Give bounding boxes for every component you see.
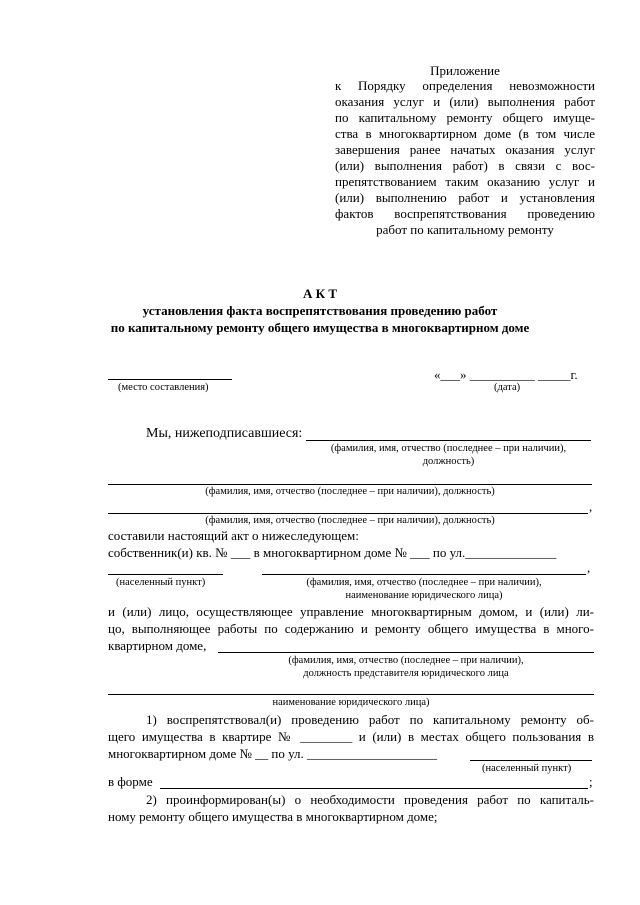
form-semicolon: ; <box>589 774 593 789</box>
place-underline <box>108 379 232 380</box>
form-line <box>160 788 588 789</box>
appendix-line: к Порядку определения невозможности <box>335 78 595 93</box>
signatory-1-line <box>306 440 591 441</box>
signatory-3-comma: , <box>589 499 593 514</box>
appendix-title: Приложение <box>430 63 500 78</box>
settlement-caption-2: (населенный пункт) <box>482 763 572 774</box>
legal-entity-line <box>108 694 594 695</box>
date-field: «___» __________ _____г. <box>434 367 578 382</box>
owner-line: собственник(и) кв. № ___ в многоквартирном доме № ___ по ул.______________ <box>108 545 557 560</box>
appendix-line: фактов воспрепятствования проведению <box>335 206 595 221</box>
item-1-line-2: щего имущества в квартире № ________ и (или) в местах общего пользования в <box>108 729 594 744</box>
owner-name-line <box>262 574 586 575</box>
management-line-1: и (или) лицо, осуществляющее управление многоквартирным домом, и (или) ли- <box>108 604 594 619</box>
settlement-caption: (населенный пункт) <box>116 577 206 588</box>
appendix-last-line: работ по капитальному ремонту <box>376 222 554 237</box>
appendix-line: завершения ранее начатых оказания услуг <box>335 142 595 157</box>
management-caption-a: (фамилия, имя, отчество (последнее – при наличии), <box>288 655 524 666</box>
appendix-line: ства в многоквартирном доме (в том числе <box>335 126 595 141</box>
item-1-line-3: многоквартирном доме № __ по ул. ____________________ <box>108 746 438 761</box>
signatories-intro: Мы, нижеподписавшиеся: <box>146 426 303 441</box>
act-subtitle-2: по капитальному ремонту общего имущества в многоквартирном доме <box>110 320 530 335</box>
appendix-line: препятствованием таким оказанию услуг и <box>335 174 595 189</box>
signatory-3-caption: (фамилия, имя, отчество (последнее – при наличии), должность) <box>205 515 495 526</box>
item-1-line-1: 1) воспрепятствовал(и) проведению работ по капитальному ремонту об- <box>146 712 594 727</box>
owner-caption-b: наименование юридического лица) <box>345 590 503 601</box>
appendix-line: по капитальному ремонту общего имуще- <box>335 110 595 125</box>
management-name-line <box>218 652 594 653</box>
owner-comma: , <box>587 560 591 575</box>
item-2-line-1: 2) проинформирован(ы) о необходимости проведения работ по капиталь- <box>146 792 594 807</box>
signatory-3-line <box>108 513 588 514</box>
item-2-line-2: ному ремонту общего имущества в многоквартирном доме; <box>108 809 438 824</box>
signatory-2-caption: (фамилия, имя, отчество (последнее – при наличии), должность) <box>205 486 495 497</box>
act-subtitle-1: установления факта воспрепятствования проведению работ <box>142 303 498 318</box>
appendix-line: (или) выполнения работ) в связи с вос- <box>335 158 595 173</box>
signatory-1-caption-b: должность) <box>422 456 475 467</box>
compiled-text: составили настоящий акт о нижеследующем: <box>108 528 359 543</box>
form-label: в форме <box>108 774 153 789</box>
appendix-line: (или) выполнению работ и установления <box>335 190 595 205</box>
date-caption: (дата) <box>494 382 521 393</box>
settlement-line-2 <box>470 760 592 761</box>
management-line-2: цо, выполняющее работы по содержанию и ремонту общего имущества в много- <box>108 621 594 636</box>
legal-entity-caption: наименование юридического лица) <box>272 697 430 708</box>
settlement-line <box>108 574 223 575</box>
place-caption: (место составления) <box>118 382 209 393</box>
signatory-1-caption-a: (фамилия, имя, отчество (последнее – при наличии), <box>330 443 567 454</box>
management-line-3: квартирном доме, <box>108 638 207 653</box>
act-title: А К Т <box>303 286 337 301</box>
management-caption-b: должность представителя юридического лица <box>303 668 509 679</box>
appendix-line: оказания услуг и (или) выполнения работ <box>335 94 595 109</box>
signatory-2-line <box>108 484 592 485</box>
owner-caption-a: (фамилия, имя, отчество (последнее – при наличии), <box>306 577 542 588</box>
